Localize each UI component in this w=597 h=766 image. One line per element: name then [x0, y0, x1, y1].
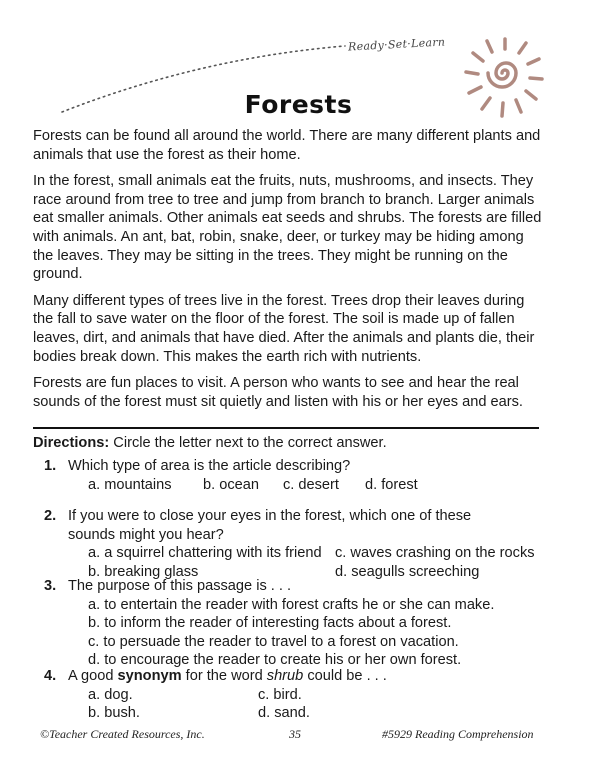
question-target-word: shrub	[266, 668, 304, 684]
answer-option[interactable]: d. forest	[365, 476, 418, 493]
footer-book-title: #5929 Reading Comprehension	[382, 727, 534, 741]
question-text-suffix: could be . . .	[303, 668, 387, 684]
answer-option[interactable]: c. to persuade the reader to travel to a forest on vacation.	[88, 633, 459, 650]
page-title: Forests	[244, 90, 353, 119]
question-text-middle: for the word	[181, 668, 267, 684]
question-text: Which type of area is the article describing?	[68, 458, 351, 474]
answer-option[interactable]: b. to inform the reader of interesting facts about a forest.	[88, 615, 452, 632]
footer-copyright: ©Teacher Created Resources, Inc.	[40, 727, 205, 741]
article-paragraph: In the forest, small animals eat the fruits, nuts, mushrooms, and insects. They race around from tree to tree and jump from branch to branch. Larger animals eat smaller animals. Other animals eat seeds and shrubs. The forests are filled with animals. An ant, bat, robin, snake, deer, or turkey may be hiding among the leaves. They may be sitting in the trees. They might be running on the ground.	[33, 173, 542, 283]
question-text: If you were to close your eyes in the forest, which one of these	[68, 508, 472, 524]
answer-option[interactable]: b. bush.	[88, 705, 140, 722]
answer-option[interactable]: a. to entertain the reader with forest crafts he or she can make.	[88, 596, 495, 613]
answer-option[interactable]: d. seagulls screeching	[335, 563, 480, 580]
question-4	[44, 667, 558, 723]
directions-text: Circle the letter next to the correct answer.	[113, 435, 387, 451]
question-number: 4.	[44, 668, 57, 684]
answer-option[interactable]: b. breaking glass	[88, 563, 199, 580]
question-2	[44, 507, 558, 581]
question-number: 1.	[44, 458, 57, 474]
directions	[33, 435, 553, 451]
question-text-prefix: A good	[68, 668, 118, 684]
answer-option[interactable]: a. dog.	[88, 686, 133, 703]
answer-option[interactable]: c. bird.	[258, 686, 302, 703]
article-paragraph: Forests are fun places to visit. A person who wants to see and hear the real sounds of the forest must sit quietly and listen with his or her eyes and ears.	[33, 375, 523, 410]
answer-option[interactable]: a. a squirrel chattering with its friend	[88, 545, 322, 562]
page-footer	[0, 727, 597, 747]
section-divider	[33, 427, 539, 429]
question-text	[68, 667, 558, 686]
question-text: The purpose of this passage is . . .	[68, 578, 292, 594]
answer-row	[68, 704, 558, 723]
question-text: sounds might you hear?	[68, 526, 224, 543]
article-paragraph: Many different types of trees live in the forest. Trees drop their leaves during the fall to save water on the floor of the forest. The soil is made up of fallen leaves, dirt, and animals that have died. After the animals and plants die, their bodies break down. This makes the earth rich with nutrients.	[33, 292, 535, 365]
answer-option[interactable]: b. ocean	[203, 476, 259, 493]
answer-option[interactable]: c. desert	[283, 476, 339, 493]
answer-option[interactable]: d. to encourage the reader to create his or her own forest.	[88, 652, 462, 669]
question-number: 2.	[44, 508, 57, 524]
directions-label: Directions:	[33, 435, 110, 451]
question-keyword: synonym	[117, 668, 182, 684]
question-3	[44, 577, 558, 670]
question-number: 3.	[44, 578, 57, 594]
answer-row	[68, 476, 558, 495]
answer-option[interactable]: c. waves crashing on the rocks	[335, 545, 535, 562]
answer-row	[68, 686, 558, 705]
brand-text: Ready·Set·Learn	[347, 35, 446, 54]
article-paragraph: Forests can be found all around the world. There are many different plants and animals that use the forest as their home.	[33, 128, 541, 163]
question-1	[44, 457, 558, 494]
footer-page-number: 35	[289, 727, 301, 741]
answer-row	[68, 544, 558, 563]
article-body	[33, 127, 543, 419]
answer-option[interactable]: a. mountains	[88, 476, 172, 493]
answer-option[interactable]: d. sand.	[258, 705, 310, 722]
